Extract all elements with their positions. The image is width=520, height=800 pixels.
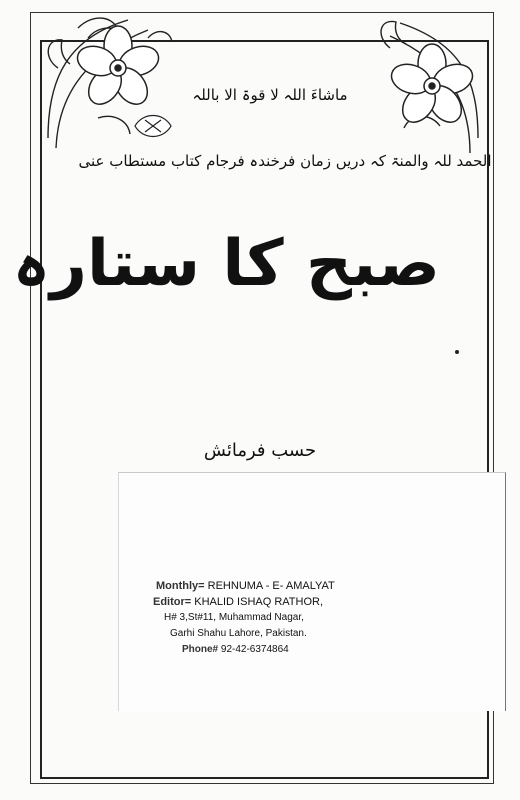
stamp-line-phone bbox=[150, 642, 450, 658]
stamp-label-editor: Editor= bbox=[153, 596, 192, 608]
stamp-line-address2: Garhi Shahu Lahore, Pakistan. bbox=[170, 628, 307, 639]
floral-ornament-left bbox=[38, 8, 188, 158]
stamp-line-magazine bbox=[150, 578, 450, 594]
stamp-value-phone: 92-42-6374864 bbox=[218, 644, 289, 655]
publisher-stamp bbox=[150, 578, 450, 658]
book-subtitle: حسب فرمائش bbox=[203, 440, 317, 461]
floral-ornament-right bbox=[370, 8, 488, 158]
stamp-label-monthly: Monthly= bbox=[156, 580, 205, 592]
intro-line: الحمد للہ والمنۃ کہ دریں زمان فرخندہ فرجام کتاب مستطاب عنی bbox=[78, 152, 492, 170]
ink-dot bbox=[455, 350, 459, 354]
stamp-value-editor: KHALID ISHAQ RATHOR, bbox=[191, 596, 324, 608]
stamp-label-phone: Phone# bbox=[182, 644, 219, 655]
stamp-line-editor bbox=[150, 594, 450, 610]
book-title: صبح کا ستارہ bbox=[12, 227, 440, 301]
stamp-line-address1: H# 3,St#11, Muhammad Nagar, bbox=[164, 612, 304, 623]
dua-line: ماشاءَ اللہ لا قوۃ الا باللہ bbox=[192, 86, 348, 104]
stamp-value-magazine: REHNUMA - E- AMALYAT bbox=[204, 580, 335, 592]
